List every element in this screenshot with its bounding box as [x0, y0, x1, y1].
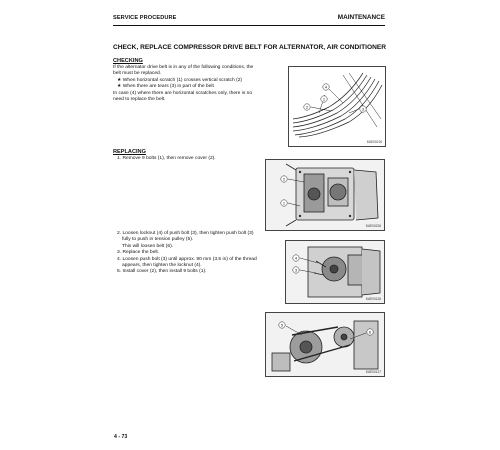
page-number: 4 - 73: [114, 434, 128, 440]
page-header: [113, 15, 385, 26]
callout-label: 1: [322, 96, 326, 102]
checking-bullet: ★ When horizontal scratch (1) crosses vertical scratch (2): [117, 77, 243, 83]
callout-label: 4: [324, 84, 328, 90]
callout-label: 2: [282, 176, 286, 182]
figure-code: 8UE00226: [365, 224, 381, 228]
replacing-steps: [113, 231, 273, 276]
figure-code: 8UE00216: [366, 140, 382, 144]
page-title: CHECK, REPLACE COMPRESSOR DRIVE BELT FOR ALTERNATOR, AIR CONDITIONER: [113, 44, 387, 51]
checking-heading: CHECKING: [113, 58, 143, 64]
belt-illustration: [289, 67, 385, 146]
tension-pulley-illustration: [266, 313, 384, 376]
callout-label: 4: [294, 255, 298, 261]
step-line: 1. Remove 9 bolts (1), then remove cover (2).: [117, 156, 216, 161]
belt-figure: [288, 66, 386, 147]
step-line: This will loosen belt (6).: [122, 243, 174, 249]
engine-cover-illustration: [266, 160, 384, 230]
pulley-figure: [265, 312, 385, 377]
header-section: SERVICE PROCEDURE: [113, 15, 177, 21]
callout-label: 1: [282, 200, 286, 206]
figure-code: 8UE00126: [365, 297, 381, 301]
callout-label: 2: [305, 104, 309, 110]
header-chapter: MAINTENANCE: [337, 14, 385, 21]
step-line: appears, then tighten the locknut (4).: [122, 263, 202, 269]
callout-label: 6: [368, 329, 372, 335]
step-line: 3. Replace the belt.: [117, 250, 160, 256]
step-line: 4. Loosen push bolt (3) until approx. 90 mm (3.5 in) of the thread: [117, 256, 257, 262]
step-line: 2. Loosen locknut (4) of push bolt (3), then tighten push bolt (3): [117, 231, 254, 236]
callout-label: 5: [280, 322, 284, 328]
checking-bullet: ★ When there are tears (3) in part of the belt: [117, 84, 214, 90]
cover-figure: [265, 159, 385, 231]
push-bolt-illustration: [286, 241, 384, 303]
checking-line: If the alternator drive belt is in any of the following conditions, the: [113, 65, 254, 70]
push-bolt-figure: [285, 240, 385, 304]
checking-line: In case (4) where there are horizontal scratches only, there is no: [113, 90, 253, 96]
callout-label: 3: [294, 267, 298, 273]
replacing-step1: [113, 156, 273, 162]
replacing-heading: REPLACING: [113, 149, 146, 155]
figure-code: 8UE00127: [365, 370, 381, 374]
checking-line: belt must be replaced.: [113, 71, 162, 77]
checking-line: need to replace the belt.: [113, 97, 166, 103]
step-line: fully to push in tension pulley (5).: [122, 237, 194, 243]
checking-text: [113, 65, 273, 103]
step-line: 5. Install cover (2), then install 9 bolts (1).: [117, 269, 207, 275]
callout-label: 3: [361, 106, 365, 112]
